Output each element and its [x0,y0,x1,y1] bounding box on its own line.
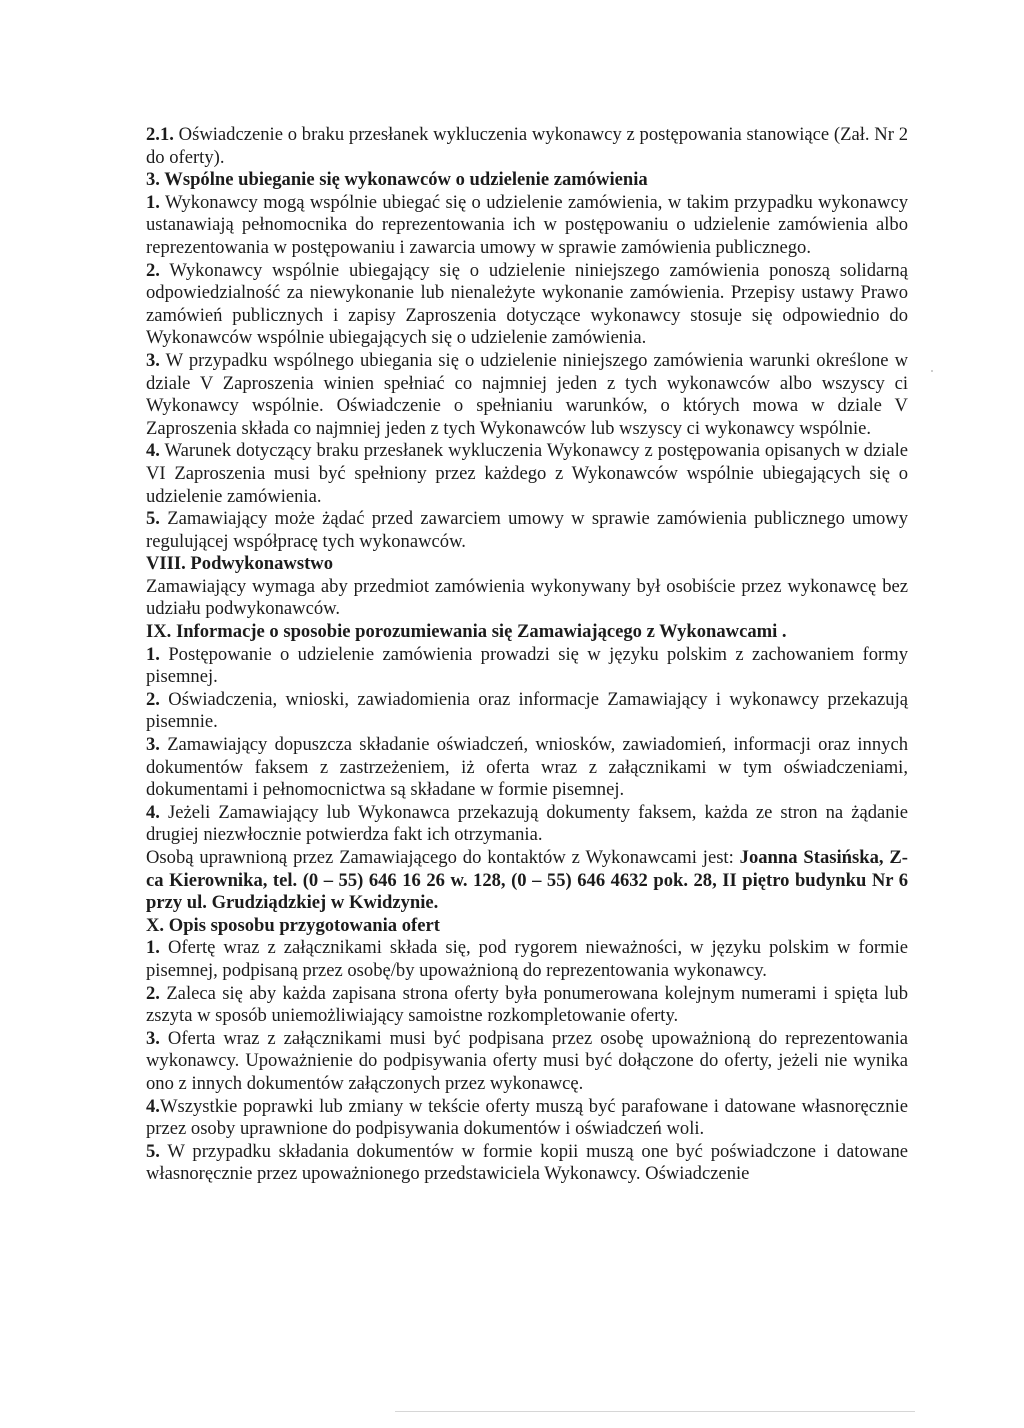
item-number: 2. [146,259,160,281]
section-8-text: Zamawiający wymaga aby przedmiot zamówienia wykonywany był osobiście przez wykonawcę bez udziału podwykonawców. [146,575,908,620]
section-3-item-1 [146,192,908,260]
document-page [146,124,908,1186]
section-3-item-3 [146,350,908,440]
scan-speck [931,370,933,372]
item-number: 2. [146,688,160,710]
section-10-heading: X. Opis sposobu przygotowania ofert [146,914,440,936]
item-text: Oświadczenie o braku przesłanek wykluczenia wykonawcy z postępowania stanowiące (Zał. Nr 2 do oferty). [146,124,908,168]
item-number: 5. [146,1140,160,1162]
item-number: 3. [146,349,160,371]
item-text: Warunek dotyczący braku przesłanek wykluczenia Wykonawcy z postępowania opisanych w dziale VI Zaproszenia musi być spełniony przez każdego z Wykonawców wspólnie ubiegających się o udzielenie zamówienia. [146,440,908,507]
item-number: 2.1. [146,124,174,145]
item-text: Jeżeli Zamawiający lub Wykonawca przekazują dokumenty faksem, każda ze stron na żądanie drugiej niezwłocznie potwierdza fakt ich otrzymania. [146,801,908,846]
item-number: 1. [146,191,160,213]
item-number: 3. [146,734,160,756]
section-10-item-3 [146,1028,908,1096]
item-number: 4. [146,440,160,462]
section-3-item-4 [146,440,908,508]
section-8-heading: VIII. Podwykonawstwo [146,553,334,575]
contact-intro: Osobą uprawnioną przez Zamawiającego do kontaktów z Wykonawcami jest: [146,847,740,868]
item-text: Zamawiający dopuszcza składanie oświadczeń, wniosków, zawiadomień, informacji oraz innych dokumentów faksem z zastrzeżeniem, iż oferta wraz z załącznikami w tym oświadczeniami, dokumentami i pełnomocnictwa są składane w formie pisemnej. [146,734,908,801]
section-9-item-3 [146,734,908,802]
section-10-item-1 [146,937,908,982]
item-number: 3. [146,1027,160,1049]
section-3-item-5 [146,508,908,553]
item-text: Ofertę wraz z załącznikami składa się, pod rygorem nieważności, w języku polskim w formie pisemnej, podpisaną przez osobę/by upoważnioną do reprezentowania wykonawcy. [146,937,908,981]
item-text: Zaleca się aby każda zapisana strona oferty była ponumerowana kolejnym numerami i spięta lub zszyta w sposób uniemożliwiający samoistne rozkompletowanie oferty. [146,982,908,1027]
section-3-heading: 3. Wspólne ubieganie się wykonawców o udzielenie zamówienia [146,169,648,191]
section-9-item-1 [146,644,908,689]
section-10-item-4 [146,1096,908,1141]
item-text: Wykonawcy mogą wspólnie ubiegać się o udzielenie zamówienia, w takim przypadku wykonawcy ustanawiają pełnomocnika do reprezentowania ich w postępowaniu o udzielenie zamówienia albo reprezentowania w postępowaniu i zawarcia umowy w sprawie zamówienia publicznego. [146,191,908,258]
item-number: 1. [146,643,160,665]
item-number: 4. [146,1095,160,1117]
item-text: Wykonawcy wspólnie ubiegający się o udzielenie niniejszego zamówienia ponoszą solidarną odpowiedzialność za niewykonanie lub nienależyte wykonanie zamówienia. Przepisy ustawy Prawo zamówień publicznych i zapisy Zaproszenia dotyczące wykonawcy stosuje się odpowiednio do Wykonawców wspólnie ubiegających się o udzielenie zamówienia. [146,259,908,349]
item-text: Postępowanie o udzielenie zamówienia prowadzi się w języku polskim z zachowaniem formy pisemnej. [146,643,908,688]
section-9-item-4 [146,802,908,847]
section-9-item-2 [146,689,908,734]
section-3-item-2 [146,260,908,350]
item-text: Oferta wraz z załącznikami musi być podpisana przez osobę upoważnioną do reprezentowania wykonawcy. Upoważnienie do podpisywania oferty musi być dołączone do oferty, jeżeli nie wynika ono z innych dokumentów załączonych przez wykonawcę. [146,1027,908,1094]
item-number: 1. [146,937,160,959]
item-number: 4. [146,801,160,823]
section-10-item-5 [146,1141,908,1186]
item-text: W przypadku wspólnego ubiegania się o udzielenie niniejszego zamówienia warunki określone w dziale V Zaproszenia winien spełniać co najmniej jeden z tych wykonawców albo wszyscy ci Wykonawcy wspólnie. Oświadczenie o spełnianiu warunków, o których mowa w dziale V Zaproszenia składa co najmniej jeden z tych Wykonawców lub wszyscy ci wykonawcy wspólnie. [146,349,908,439]
item-text: Zamawiający może żądać przed zawarciem umowy w sprawie zamówienia publicznego umowy regulującej współpracę tych wykonawców. [146,508,908,552]
item-number: 2. [146,982,160,1004]
section-2-1 [146,124,908,169]
contact-details: Joanna Stasińska, Z-ca Kierownika, tel. (0 – 55) 646 16 26 w. 128, (0 – 55) 646 4632 pok. 28, II piętro budynku Nr 6 przy ul. Grudziądzkiej w Kwidzynie. [146,847,908,914]
item-text: W przypadku składania dokumentów w formie kopii muszą one być poświadczone i datowane własnoręcznie przez upoważnionego przedstawiciela Wykonawcy. Oświadczenie [146,1140,908,1185]
item-text: Wszystkie poprawki lub zmiany w tekście oferty muszą być parafowane i datowane własnoręcznie przez osoby uprawnione do podpisywania dokumentów i oświadczeń woli. [146,1095,908,1140]
item-number: 5. [146,508,160,530]
section-10-item-2 [146,983,908,1028]
section-9-heading: IX. Informacje o sposobie porozumiewania się Zamawiającego z Wykonawcami . [146,621,787,643]
scan-bottom-line [395,1411,915,1412]
contact-person [146,847,908,915]
item-text: Oświadczenia, wnioski, zawiadomienia oraz informacje Zamawiający i wykonawcy przekazują pisemnie. [146,688,908,733]
